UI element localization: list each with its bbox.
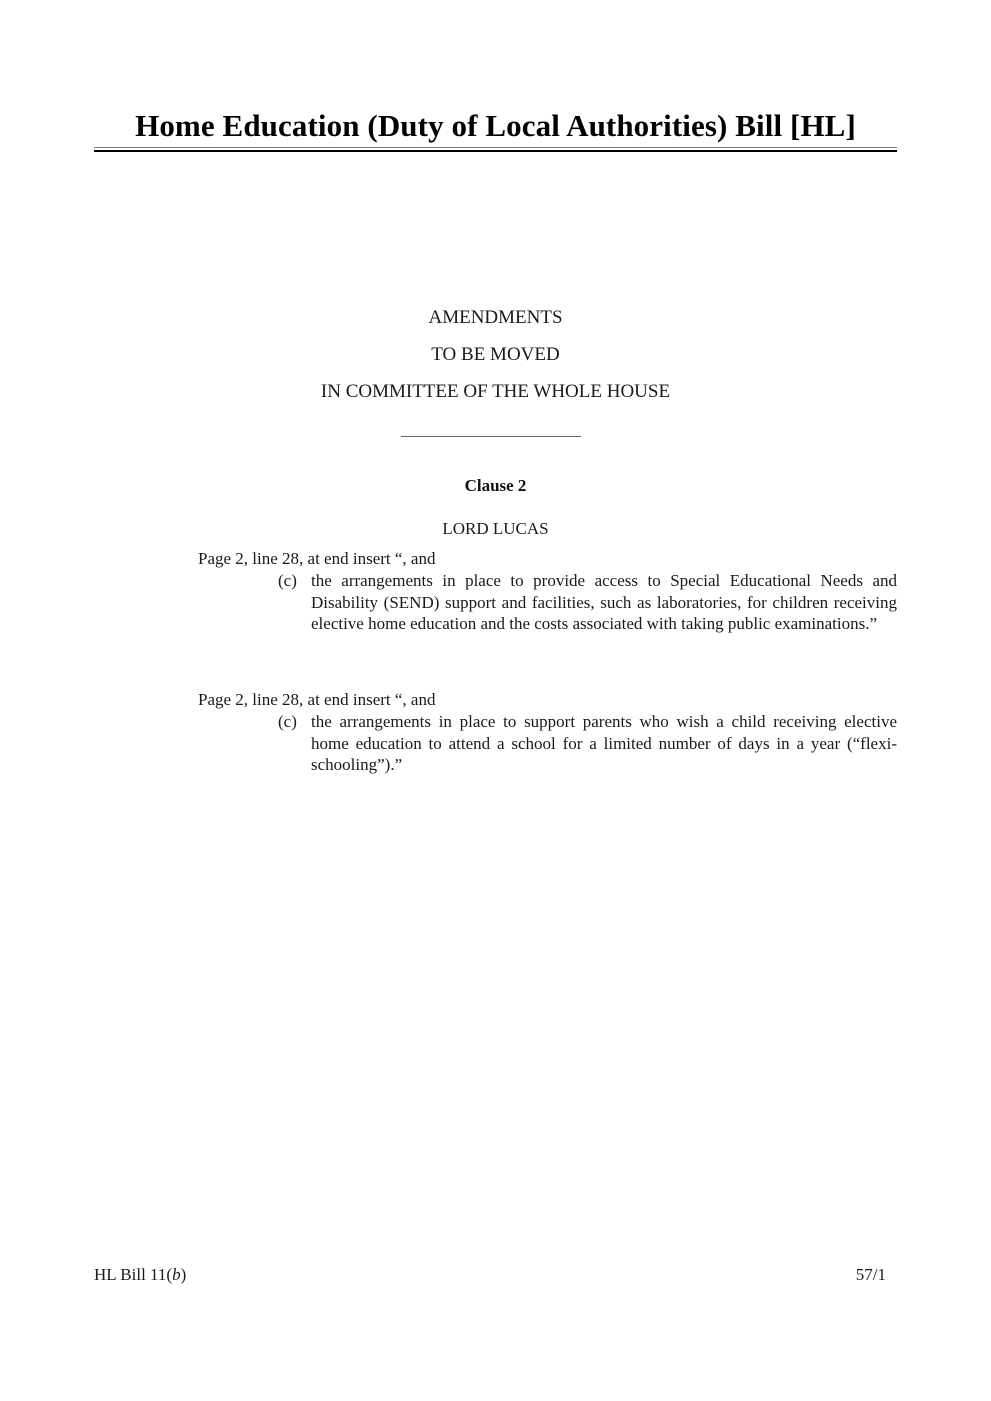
title-rule-thick [94,150,897,152]
paragraph-text: the arrangements in place to support parents who wish a child receiving elective home education to attend a school for a limited number of days in a year (“flexi-schooling”).” [311,712,897,775]
amendment-location: Page 2, line 28, at end insert “, and [198,690,436,709]
paragraph-number: (c) [278,712,297,731]
member-name: LORD LUCAS [442,519,549,538]
bill-ref-prefix: HL Bill 11( [94,1265,173,1284]
bill-ref-suffix: ) [180,1265,187,1284]
heading-line-amendments: AMENDMENTS [428,307,563,328]
bill-reference [94,1264,186,1286]
heading-line-to-be-moved: TO BE MOVED [431,344,560,365]
amendment-location: Page 2, line 28, at end insert “, and [198,549,436,568]
title-rule-thin [94,147,897,148]
paragraph-number: (c) [278,571,297,590]
amendments-heading [0,306,991,417]
amendment-item [198,689,897,776]
heading-line-committee: IN COMMITTEE OF THE WHOLE HOUSE [320,381,671,402]
paragraph-text: the arrangements in place to provide access to Special Educational Needs and Disability (SEND) support and facilities, such as laboratories, for children receiving elective home education and the costs associated with taking public examinations.” [311,571,897,634]
bill-ref-italic: b [172,1265,181,1284]
section-divider [401,436,581,437]
amendment-paragraph [278,711,897,776]
page-reference: 57/1 [855,1265,886,1284]
amendment-paragraph [278,570,897,635]
page-title: Home Education (Duty of Local Authorities) Bill [HL] [135,108,856,143]
amendment-item [198,548,897,635]
clause-heading: Clause 2 [464,476,527,495]
